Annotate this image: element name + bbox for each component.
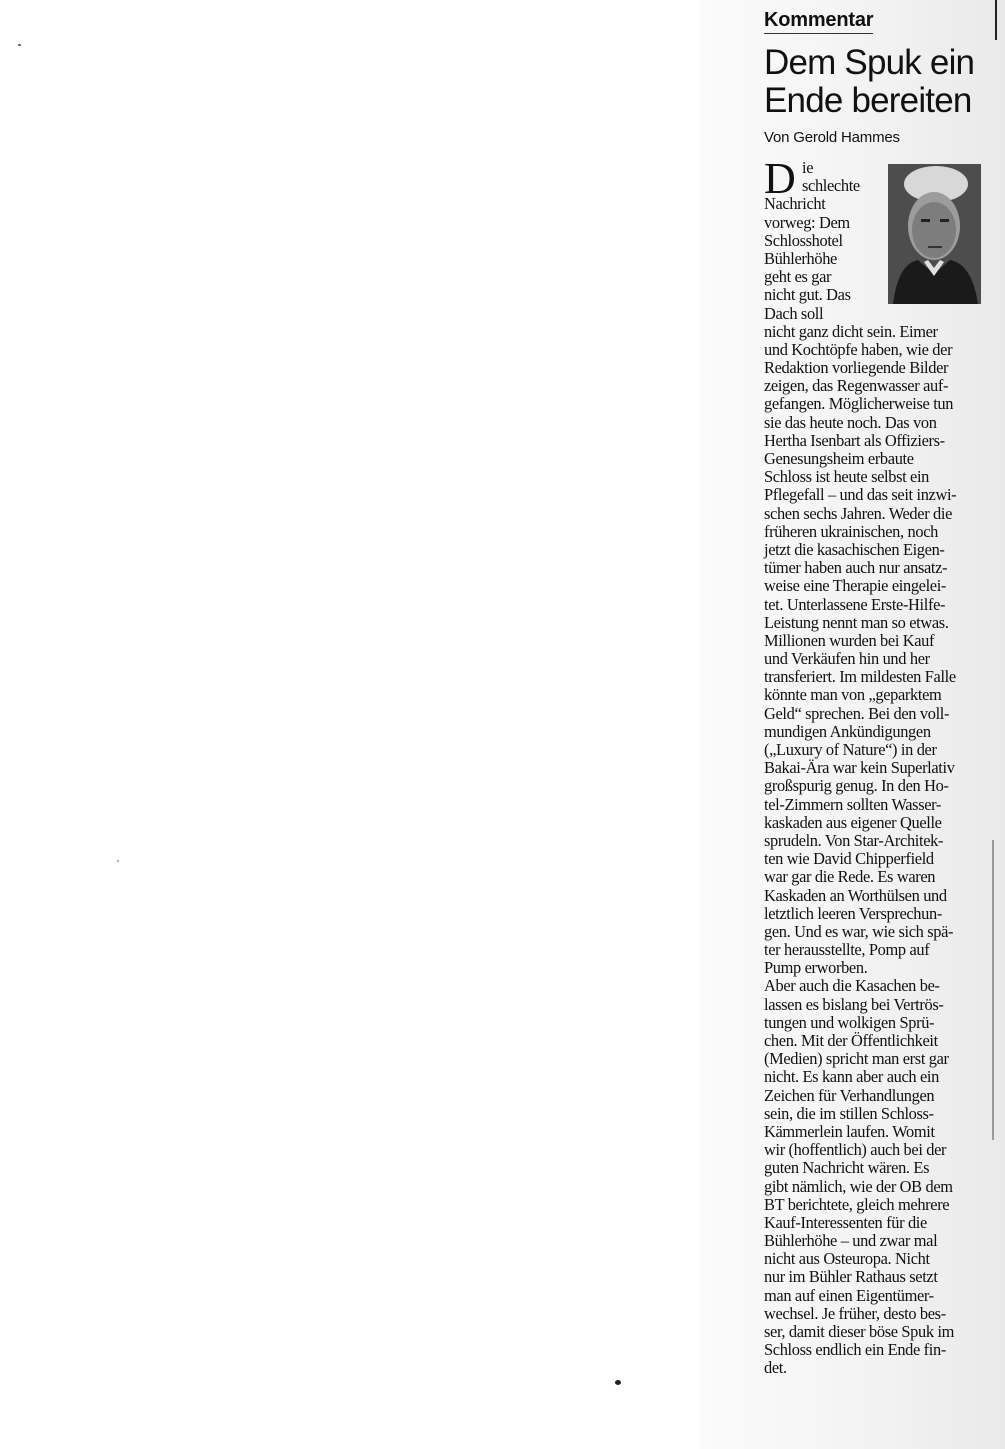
text-line: Bühlerhöhe – und zwar mal (764, 1231, 938, 1251)
text-line: Pflegefall – und das seit inzwi- (764, 485, 957, 505)
text-line: lassen es bislang bei Vertrös- (764, 994, 944, 1014)
text-line: man auf einen Eigentümer- (764, 1285, 934, 1305)
text-line: sie das heute noch. Das von (764, 412, 937, 432)
commentary-article (764, 8, 992, 1378)
scan-speck (615, 1380, 621, 1385)
text-line: Nachricht (764, 194, 826, 214)
text-line: Leistung nennt man so etwas. (764, 612, 949, 632)
section-kicker: Kommentar (764, 8, 873, 34)
text-line: Schloss endlich ein Ende fin- (764, 1340, 946, 1360)
headline (764, 44, 992, 120)
text-line: nicht ganz dicht sein. Eimer (764, 321, 938, 341)
headline-line: Ende bereiten (764, 81, 972, 120)
text-line: Bakai-Ära war kein Superlativ (764, 758, 955, 778)
text-line: ter herausstellte, Pomp auf (764, 940, 930, 960)
text-line: nicht. Es kann aber auch ein (764, 1067, 939, 1087)
text-line: wir (hoffentlich) auch bei der (764, 1140, 947, 1160)
text-line: nicht gut. Das (764, 285, 851, 305)
text-line: Schloss ist heute selbst ein (764, 467, 930, 487)
text-line: weise eine Therapie eingelei- (764, 576, 947, 596)
text-line: Pump erworben. (764, 958, 868, 978)
text-line: Millionen wurden bei Kauf (764, 630, 935, 650)
scan-speck (117, 860, 119, 862)
text-line: Kaskaden an Worthülsen und (764, 885, 947, 905)
text-line: mundigen Ankündigungen (764, 721, 931, 741)
text-line: Genesungsheim erbaute (764, 449, 914, 468)
text-line: Hertha Isenbart als Offiziers- (764, 430, 945, 450)
text-line: („Luxury of Nature“) in der (764, 740, 937, 759)
text-line: könnte man von „geparktem (764, 685, 942, 705)
text-line: Redaktion vorliegende Bilder (764, 358, 949, 378)
text-line: gefangen. Möglicherweise tun (764, 394, 954, 414)
text-line: Kämmerlein laufen. Womit (764, 1121, 935, 1141)
byline: Von Gerold Hammes (764, 129, 900, 146)
text-line: Kauf-Interessenten für die (764, 1212, 927, 1232)
text-line: nur im Bühler Rathaus setzt (764, 1267, 938, 1287)
text-line: wechsel. Je früher, desto bes- (764, 1303, 946, 1323)
text-line: vorweg: Dem (764, 212, 850, 232)
text-line: tel-Zimmern sollten Wasser- (764, 794, 942, 814)
text-line: jetzt die kasachischen Eigen- (764, 539, 945, 559)
text-line: Zeichen für Verhandlungen (764, 1085, 935, 1105)
page-edge-shadow (992, 840, 994, 1140)
text-line: letztlich leeren Versprechun- (764, 903, 942, 923)
text-line: gen. Und es war, wie sich spä- (764, 921, 954, 941)
text-line: guten Nachricht wären. Es (764, 1158, 930, 1178)
text-line: nicht aus Osteuropa. Nicht (764, 1249, 930, 1269)
text-line: geht es gar (764, 267, 832, 287)
scan-speck (18, 44, 21, 46)
text-line: kaskaden aus eigener Quelle (764, 812, 942, 832)
text-line: zeigen, das Regenwasser auf- (764, 376, 949, 396)
text-line: Aber auch die Kasachen be- (764, 976, 940, 996)
text-line: gibt nämlich, wie der OB dem (764, 1176, 953, 1196)
text-line: schen sechs Jahren. Weder die (764, 503, 953, 523)
text-line: Dach soll (764, 303, 824, 323)
text-line: ie (802, 158, 814, 177)
text-line: Schlosshotel (764, 230, 843, 250)
article-body (764, 154, 992, 1378)
text-line: Bühlerhöhe (764, 248, 837, 268)
text-line: det. (764, 1358, 787, 1378)
text-line: und Verkäufen hin und her (764, 649, 930, 669)
text-line: schlechte (802, 176, 860, 196)
text-line: chen. Mit der Öffentlichkeit (764, 1031, 938, 1050)
text-line: tümer haben auch nur ansatz- (764, 558, 948, 578)
drop-cap: D (764, 154, 796, 203)
text-line: ser, damit dieser böse Spuk im (764, 1322, 955, 1341)
body-text (764, 154, 992, 1378)
text-line: sein, die im stillen Schloss- (764, 1103, 934, 1123)
page-edge-line (995, 0, 997, 40)
text-line: großspurig genug. In den Ho- (764, 776, 949, 796)
text-line: tet. Unterlassene Erste-Hilfe- (764, 594, 946, 614)
text-line: sprudeln. Von Star-Architek- (764, 830, 944, 850)
text-line: ten wie David Chipperfield (764, 849, 934, 869)
text-line: BT berichtete, gleich mehrere (764, 1194, 950, 1214)
text-line: tungen und wolkigen Sprü- (764, 1012, 935, 1032)
text-line: (Medien) spricht man erst gar (764, 1049, 949, 1069)
text-line: war gar die Rede. Es waren (764, 867, 936, 887)
text-line: Geld“ sprechen. Bei den voll- (764, 703, 950, 723)
text-line: und Kochtöpfe haben, wie der (764, 339, 953, 359)
text-line: transferiert. Im mildesten Falle (764, 667, 956, 687)
headline-line: Dem Spuk ein (764, 43, 975, 82)
text-line: früheren ukrainischen, noch (764, 521, 938, 541)
author-portrait-photo (888, 164, 981, 304)
